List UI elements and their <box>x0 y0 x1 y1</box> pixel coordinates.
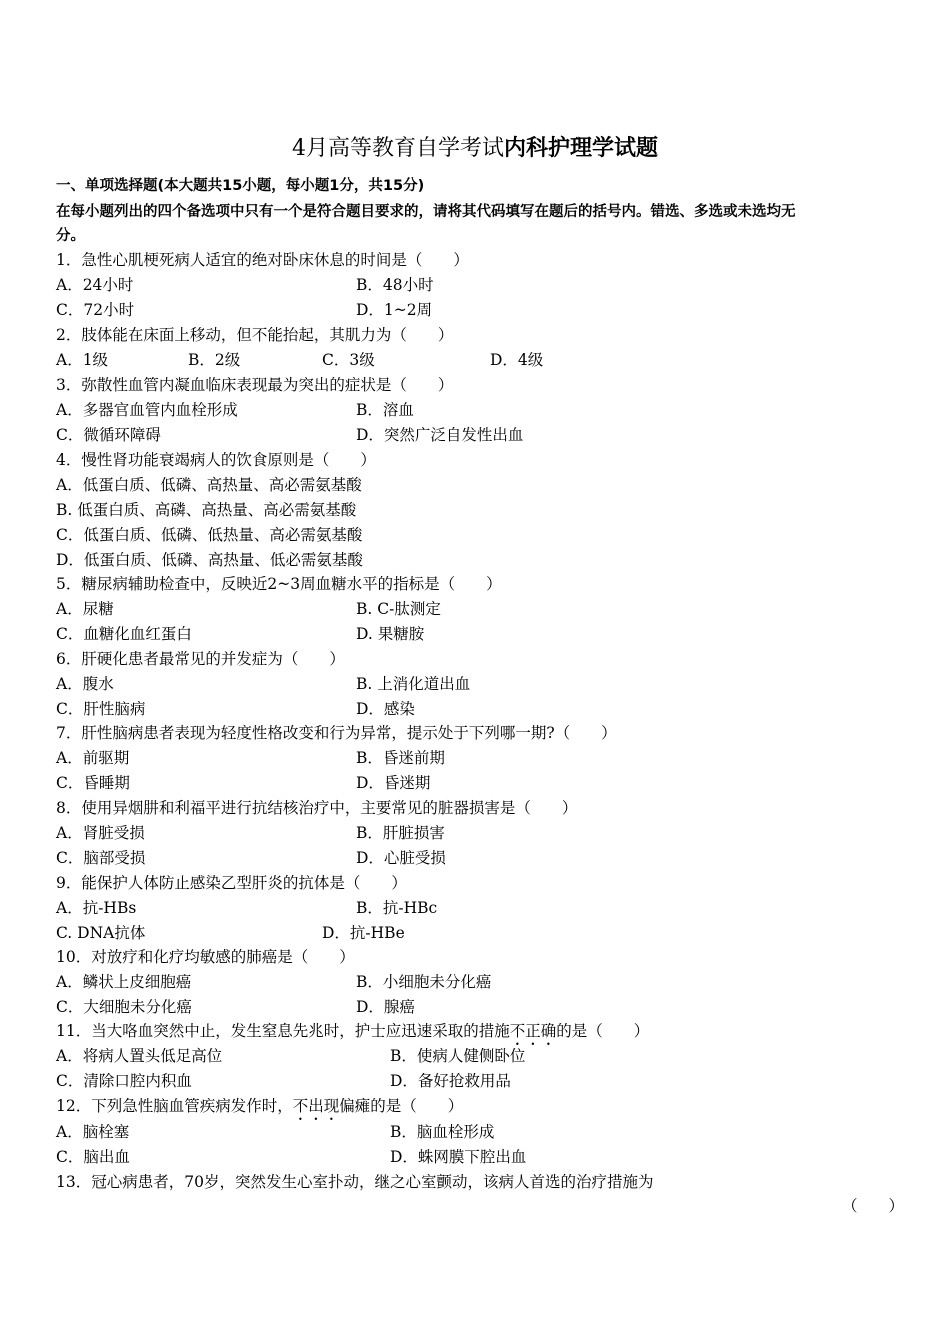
instructions-line-2: 分。 <box>56 228 85 244</box>
question-7-option-d: D．昏迷期 <box>356 774 431 792</box>
question-1-stem: 1．急性心肌梗死病人适宜的绝对卧床休息的时间是（ ） <box>56 251 469 269</box>
question-8-stem: 8．使用异烟肼和利福平进行抗结核治疗中，主要常见的脏器损害是（ ） <box>56 799 578 817</box>
question-10-option-d: D．腺癌 <box>356 998 415 1016</box>
title-plain: 4月高等教育自学考试 <box>291 136 504 161</box>
question-2-option-b: B．2级 <box>188 351 241 369</box>
title-bold: 内科护理学试题 <box>503 136 658 161</box>
question-7-option-a: A．前驱期 <box>56 749 130 767</box>
question-5-option-d: D. 果糖胺 <box>356 625 425 643</box>
instructions-line-1: 在每小题列出的四个备选项中只有一个是符合题目要求的，请将其代码填写在题后的括号内。错选、多选或未选均无 <box>56 204 796 220</box>
question-12-option-b: B．脑血栓形成 <box>390 1123 495 1141</box>
question-7-option-b: B．昏迷前期 <box>356 749 445 767</box>
question-3-option-b: B．溶血 <box>356 401 414 419</box>
section-heading: 一、单项选择题(本大题共15小题，每小题1分，共15分) <box>56 178 425 194</box>
question-6-option-c: C．肝性脑病 <box>56 700 146 718</box>
question-2-option-c: C．3级 <box>322 351 375 369</box>
question-6-option-b: B. 上消化道出血 <box>356 675 471 693</box>
question-4-option-d: D．低蛋白质、低磷、高热量、低必需氨基酸 <box>56 551 363 569</box>
question-11-option-a: A．将病人置头低足高位 <box>56 1047 223 1065</box>
question-12-stem <box>56 1094 463 1118</box>
question-11-option-b: B．使病人健侧卧位 <box>390 1047 526 1065</box>
question-10-option-b: B．小细胞未分化癌 <box>356 973 492 991</box>
question-5-option-c: C．血糖化血红蛋白 <box>56 625 192 643</box>
question-1-option-a: A．24小时 <box>56 276 134 294</box>
question-11-stem-pre: 11．当大咯血突然中止，发生窒息先兆时，护士应迅速采取的措施 <box>56 1022 510 1040</box>
question-1-option-d: D．1~2周 <box>356 301 433 319</box>
question-12-stem-emphasis: 不出现 <box>292 1097 340 1115</box>
question-4-stem: 4．慢性肾功能衰竭病人的饮食原则是（ ） <box>56 451 376 469</box>
question-9-option-d: D．抗-HBe <box>322 924 405 942</box>
question-6-option-d: D．感染 <box>356 700 415 718</box>
question-5-option-a: A．尿糖 <box>56 600 114 618</box>
question-1-option-b: B．48小时 <box>356 276 434 294</box>
question-11-stem-post: 的是（ ） <box>556 1022 650 1040</box>
question-3-option-c: C．微循环障碍 <box>56 426 161 444</box>
question-9-option-a: A．抗-HBs <box>56 899 137 917</box>
question-11-option-d: D．备好抢救用品 <box>390 1072 511 1090</box>
question-11-stem <box>56 1019 649 1043</box>
question-2-stem: 2．肢体能在床面上移动，但不能抬起，其肌力为（ ） <box>56 326 454 344</box>
question-12-option-d: D．蛛网膜下腔出血 <box>390 1148 527 1166</box>
question-9-option-b: B．抗-HBc <box>356 899 438 917</box>
question-9-stem: 9．能保护人体防止感染乙型肝炎的抗体是（ ） <box>56 874 407 892</box>
question-7-option-c: C．昏睡期 <box>56 774 130 792</box>
question-3-option-a: A．多器官血管内血栓形成 <box>56 401 238 419</box>
question-12-option-c: C．脑出血 <box>56 1148 130 1166</box>
question-5-stem: 5．糖尿病辅助检查中，反映近2~3周血糖水平的指标是（ ） <box>56 575 502 593</box>
question-8-option-a: A．肾脏受损 <box>56 824 145 842</box>
question-13-answer-parentheses: （ ） <box>842 1197 905 1215</box>
question-13-stem: 13．冠心病患者，70岁，突然发生心室扑动，继之心室颤动，该病人首选的治疗措施为 <box>56 1173 654 1191</box>
question-5-option-b: B. C-肽测定 <box>356 600 441 618</box>
question-8-option-b: B．肝脏损害 <box>356 824 445 842</box>
question-2-option-d: D．4级 <box>490 351 544 369</box>
question-1-option-c: C．72小时 <box>56 301 135 319</box>
question-10-option-c: C．大细胞未分化癌 <box>56 998 192 1016</box>
question-3-option-d: D．突然广泛自发性出血 <box>356 426 524 444</box>
page-title <box>0 134 950 164</box>
question-10-stem: 10．对放疗和化疗均敏感的肺癌是（ ） <box>56 948 355 966</box>
question-8-option-d: D．心脏受损 <box>356 849 446 867</box>
question-8-option-c: C．脑部受损 <box>56 849 146 867</box>
question-6-option-a: A．腹水 <box>56 675 114 693</box>
question-4-option-c: C．低蛋白质、低磷、低热量、高必需氨基酸 <box>56 526 363 544</box>
question-10-option-a: A．鳞状上皮细胞癌 <box>56 973 192 991</box>
question-2-option-a: A．1级 <box>56 351 109 369</box>
question-11-stem-emphasis: 不正确 <box>509 1022 557 1040</box>
question-6-stem: 6．肝硬化患者最常见的并发症为（ ） <box>56 650 345 668</box>
question-7-stem: 7．肝性脑病患者表现为轻度性格改变和行为异常，提示处于下列哪一期?（ ） <box>56 724 617 742</box>
question-4-option-a: A．低蛋白质、低磷、高热量、高必需氨基酸 <box>56 476 362 494</box>
question-12-option-a: A．脑栓塞 <box>56 1123 130 1141</box>
question-12-stem-pre: 12．下列急性脑血管疾病发作时， <box>56 1097 293 1115</box>
question-12-stem-post: 偏瘫的是（ ） <box>339 1097 464 1115</box>
question-4-option-b: B. 低蛋白质、高磷、高热量、高必需氨基酸 <box>56 501 357 519</box>
question-3-stem: 3．弥散性血管内凝血临床表现最为突出的症状是（ ） <box>56 376 454 394</box>
question-9-option-c: C. DNA抗体 <box>56 924 146 942</box>
question-11-option-c: C．清除口腔内积血 <box>56 1072 192 1090</box>
